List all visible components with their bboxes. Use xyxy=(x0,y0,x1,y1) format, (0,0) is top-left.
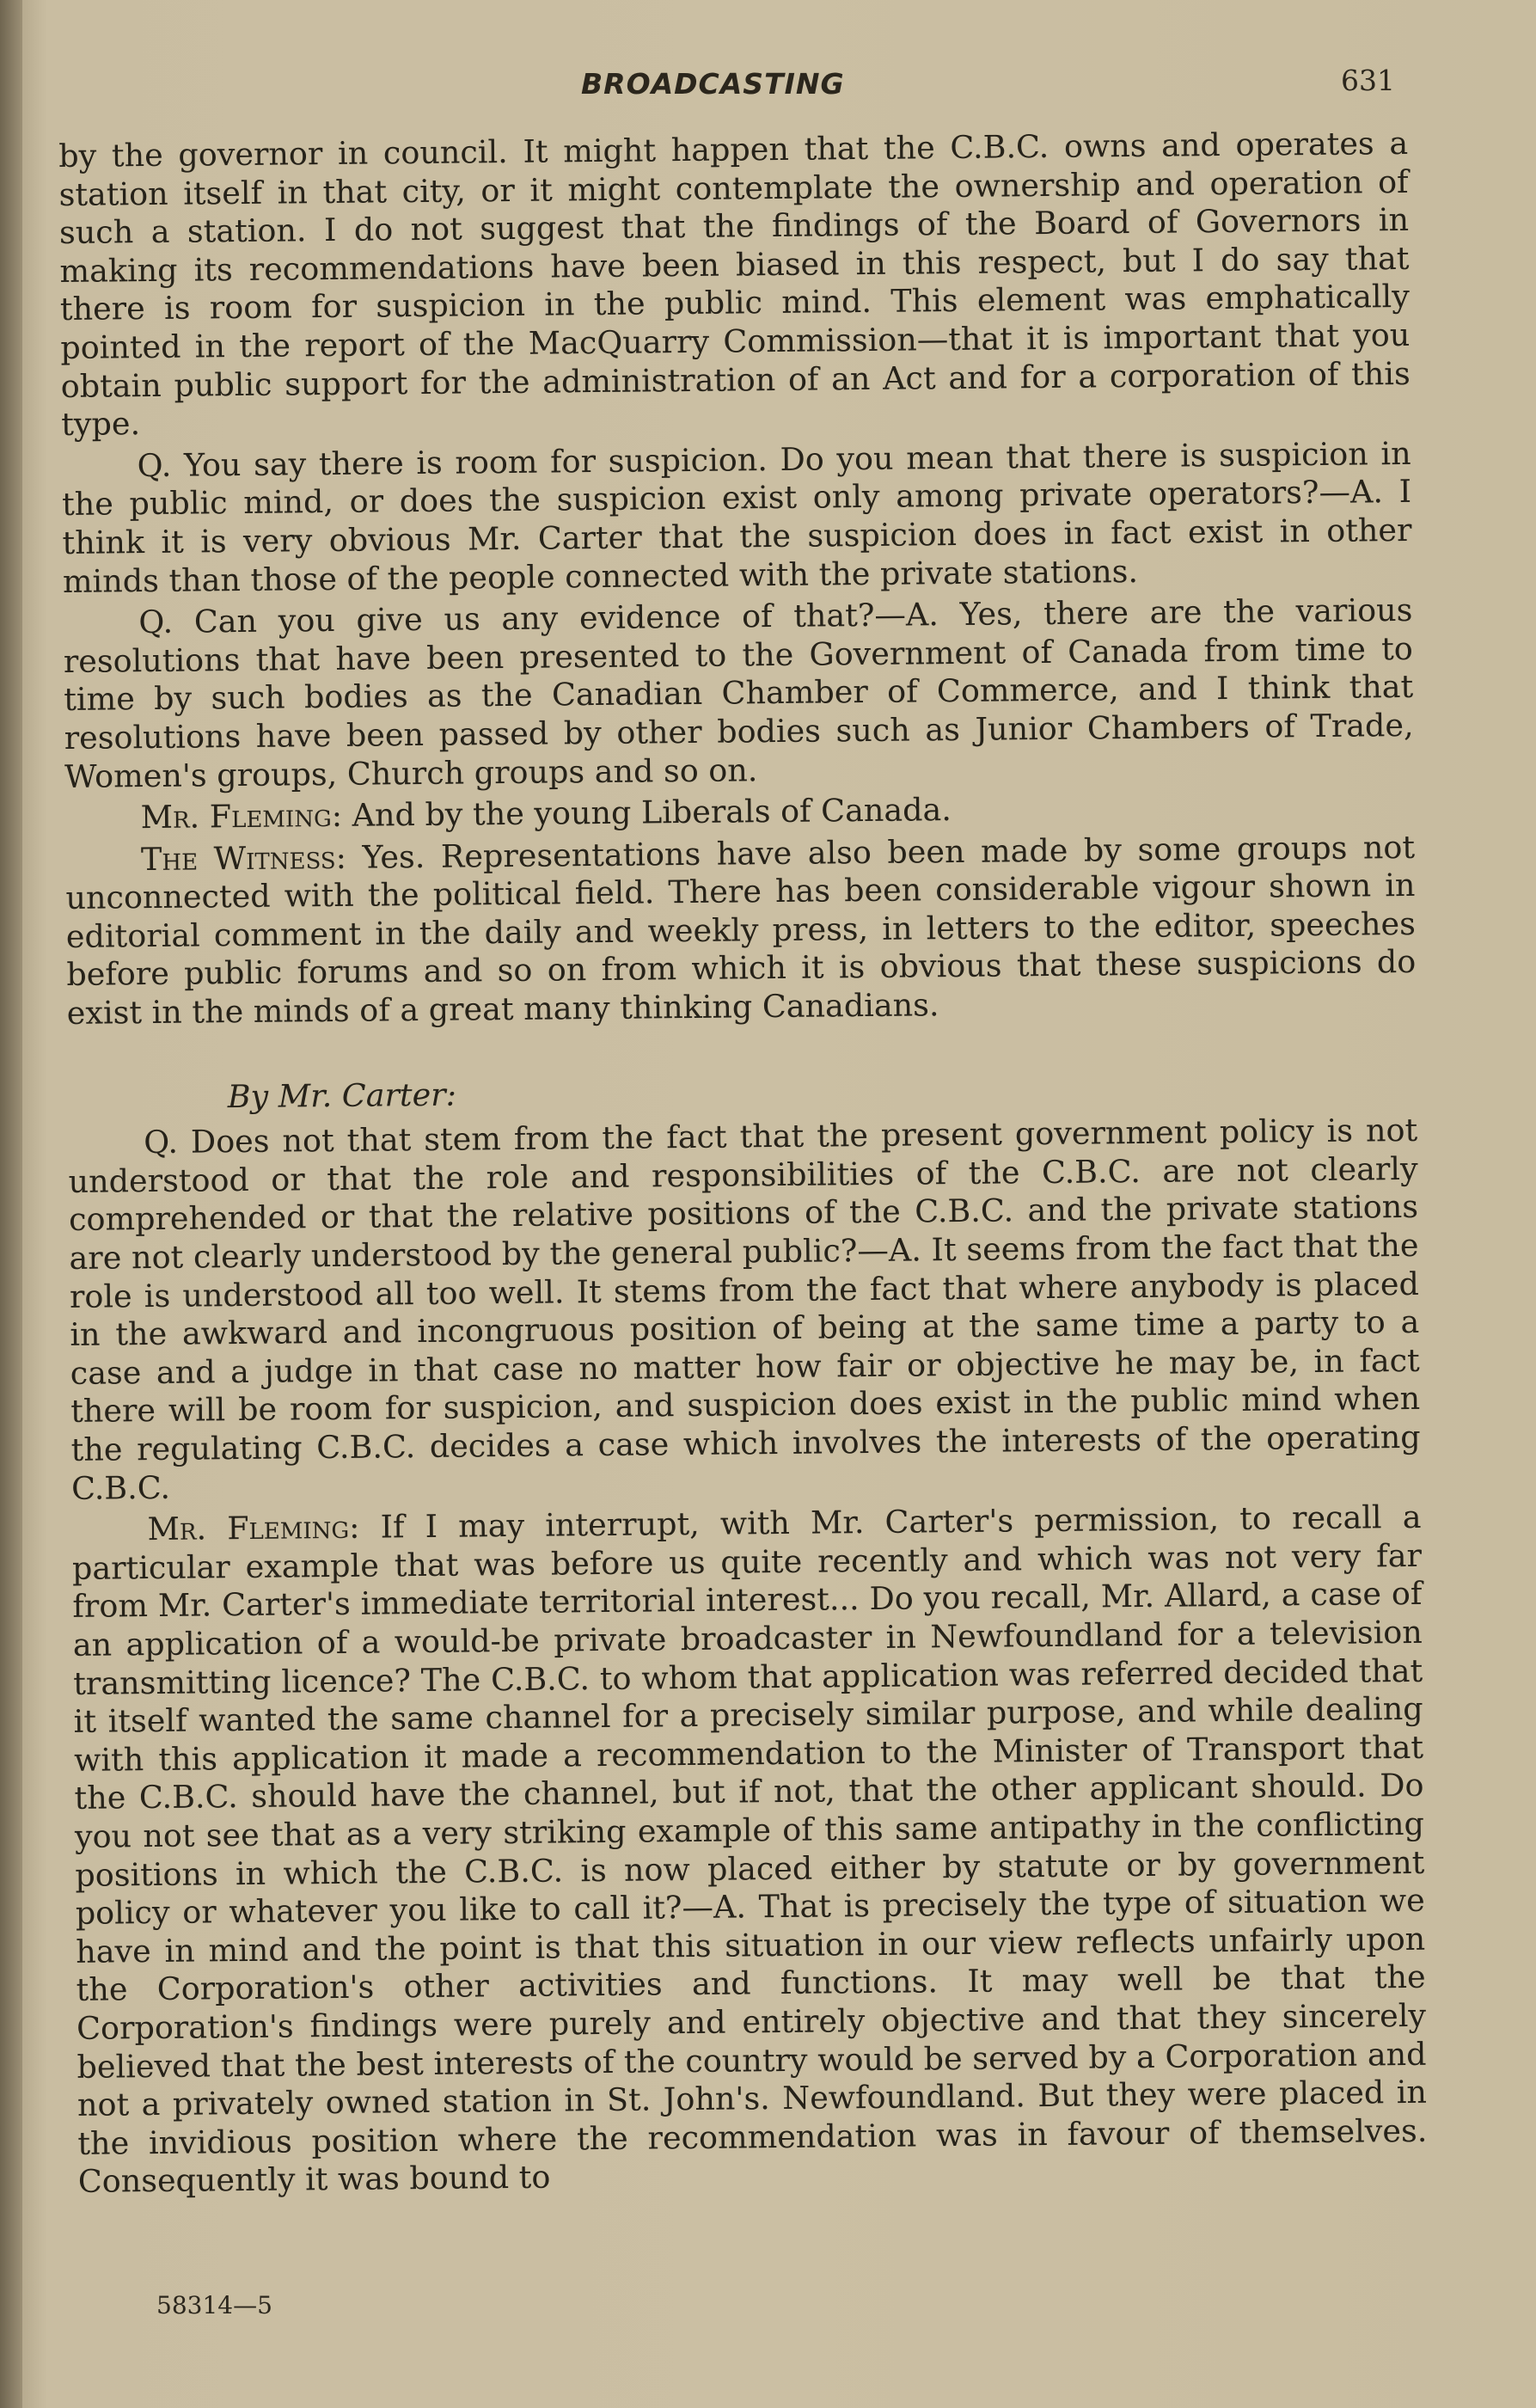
body-text xyxy=(58,125,1428,2205)
speaker-label: The Witness: xyxy=(140,838,347,878)
paragraph-6: Q. Does not that stem from the fact that the present government policy is not understood or that the role and responsibilities of the C.B.C. are not clearly comprehended or that the relative positions of the C.B.C. and the private stations are not clearly understood by the general public?—A. It seems from the fact that the role is understood all too well. It stems from the fact that where anybody is placed in the awkward and incongruous position of being at the same time a party to a case and a judge in that case no matter how fair or objective he may be, in fact there will be room for suspicion, and suspicion does exist in the public mind when the regulating C.B.C. decides a case which involves the interests of the operating C.B.C. xyxy=(68,1112,1421,1507)
paragraph-2: Q. You say there is room for suspicion. Do you mean that there is suspicion in the public mind, or does the suspicion exist only among private operators?—A. I think it is very obvious Mr. Carter that the suspicion does in fact exist in other minds than those of the people connected with the private stations. xyxy=(61,434,1412,600)
speaker-label: Mr. Fleming: xyxy=(140,796,343,836)
speaker-label: Mr. Fleming: xyxy=(147,1508,360,1548)
page-header xyxy=(0,64,1536,110)
paragraph-7: Mr. Fleming: If I may interrupt, with Mr. Carter's permission, to recall a particular example that was before us quite recently and which was not very far from Mr. Carter's immediate territorial interest... Do you recall, Mr. Allard, a case of an application of a would-be private broadcaster in Newfoundland for a television transmitting licence? The C.B.C. to whom that application was referred decided that it itself wanted the same channel for a precisely similar purpose, and while dealing with this application it made a recommendation to the Minister of Transport that the C.B.C. should have the channel, but if not, that the other applicant should. Do you not see that as a very striking example of this same antipathy in the conflicting positions in which the C.B.C. is now placed either by statute or by government policy or whatever you like to call it?—A. That is precisely the type of situation we have in mind and the point is that this situation in our view reflects unfairly upon the Corporation's other activities and functions. It may well be that the Corporation's findings were purely and entirely objective and that they sincerely believed that the best interests of the country would be served by a Corporation and not a privately owned station in St. John's. Newfoundland. But they were placed in the invidious position where the recommendation was in favour of themselves. Consequently it was bound to xyxy=(71,1498,1428,2201)
paragraph-5: The Witness: Yes. Representations have also been made by some groups not unconnected with the political field. There has been considerable vigour shown in editorial comment in the daily and weekly press, in letters to the editor, speeches before public forums and so on from which it is obvious that these suspicions do exist in the minds of a great many thinking Canadians. xyxy=(65,828,1417,1032)
signature-code: 58314—5 xyxy=(156,2291,272,2319)
paragraph-3: Q. Can you give us any evidence of that?—A. Yes, there are the various resolutions that have been presented to the Government of Canada from time to time by such bodies as the Canadian Chamber of Commerce, and I think that resolutions have been passed by other bodies such as Junior Chambers of Trade, Women's groups, Church groups and so on. xyxy=(63,591,1414,795)
byline: By Mr. Carter: xyxy=(227,1075,457,1115)
paragraph-1: by the governor in council. It might happen that the C.B.C. owns and operates a station itself in that city, or it might contemplate the ownership and operation of such a station. I do not suggest that the findings of the Board of Governors in making its recommendations have been biased in this respect, but I do say that there is room for suspicion in the public mind. This element was emphatically pointed in the report of the MacQuarry Commission—that it is important that you obtain public support for the administration of an Act and for a corporation of this type. xyxy=(58,124,1411,444)
running-title: BROADCASTING xyxy=(581,67,845,101)
book-spine-shadow xyxy=(0,0,22,2408)
page-number: 631 xyxy=(1341,64,1395,97)
paragraph-4: Mr. Fleming: And by the young Liberals of Canada. xyxy=(140,791,952,836)
